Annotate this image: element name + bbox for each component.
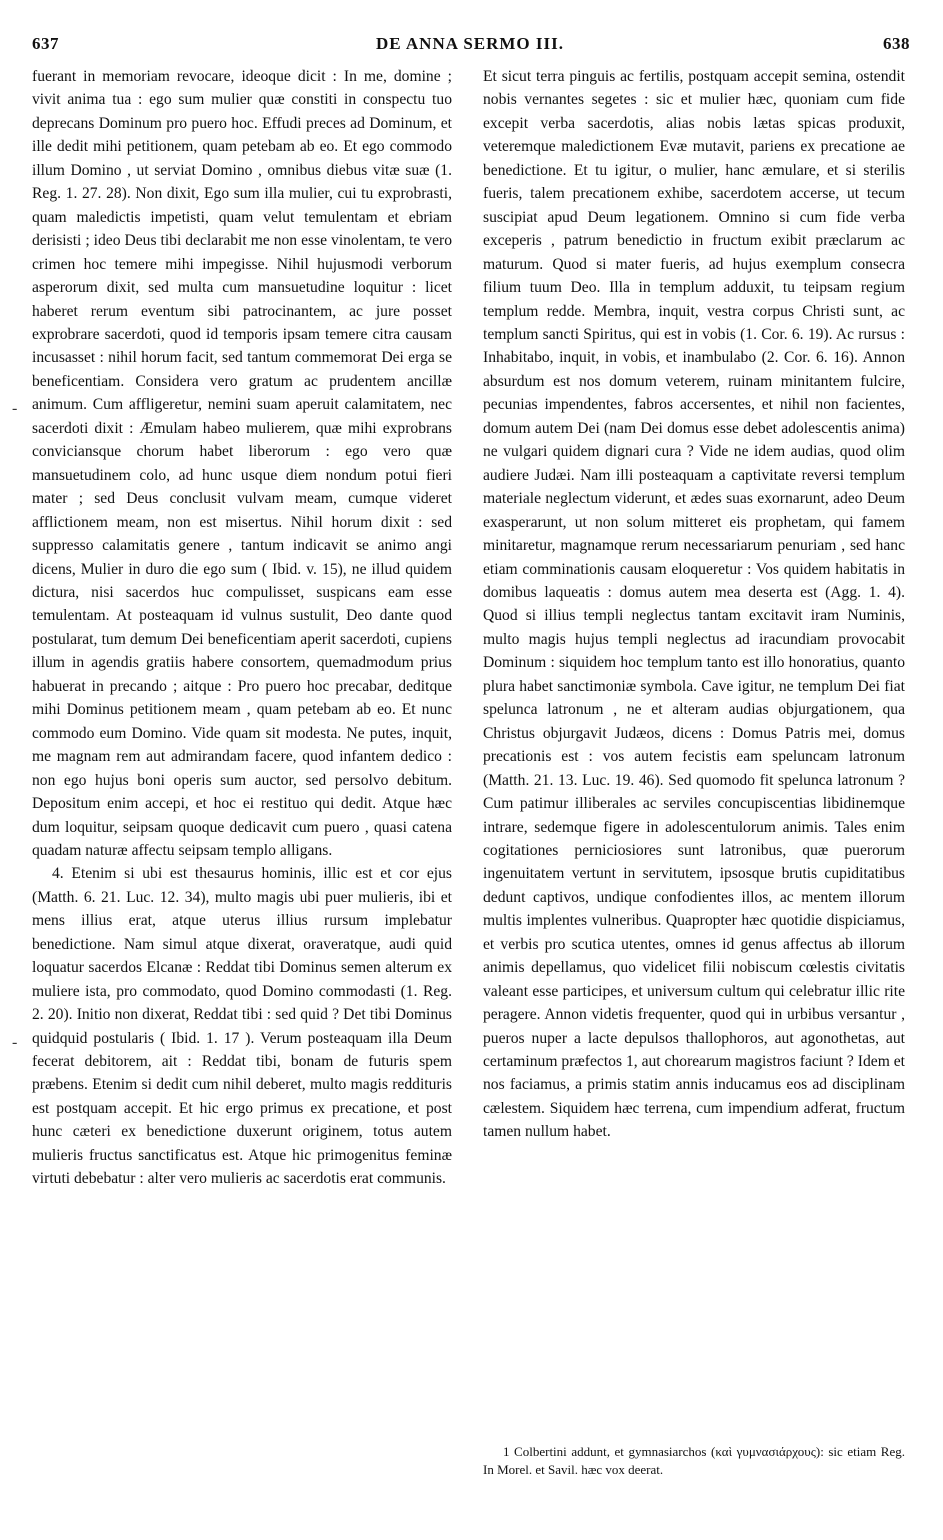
footnote-text: 1 Colbertini addunt, et gymnasiarchos (καὶ γυμνασιάρχους): sic etiam Reg. In Morel. et Savil. hæc vox deerat. [483,1444,905,1477]
margin-mark: - [12,1034,18,1051]
page-number-left: 637 [32,34,59,53]
paragraph: fuerant in memoriam revocare, ideoque dicit : In me, domine ; vivit anima tua : ego sum mulier quæ constiti in conspectu tuo deprecans Dominum pro puero hoc. Effudi preces ad Dominum, et ille dedit mihi petitionem, quam petebam ab eo. Et ego commodo illum Domino , ut serviat Domino , omnibus diebus vitæ suæ (1. Reg. 1. 27. 28). Non dixit, Ego sum illa mulier, cui tu exprobrasti, quam maledictis impetisti, quam velut temulentam et ebriam derisisti ; ideo Deus tibi declarabit me non esse vinolentam, te vero crimen hoc temere mihi impegisse. Nihil hujusmodi verborum asperorum dixit, sed multa cum mansuetudine loquitur : licet haberet rerum eventum sibi patrocinantem, ac jure posset exprobrare sacerdoti, quod id temporis ipsam temere citra causam incusasset : nihil horum facit, sed tantum commemorat Dei erga se beneficentiam. Considera vero gratum ac prudentem ancillæ animum. Cum affligeretur, nemini suam aperuit calamitatem, nec sacerdoti dixit : Æmulam habeo mulierem, quæ mihi exprobrans conviciansque chorum habet liberorum : ego vero quæ mansuetudinem colo, ad hunc usque diem nondum potui fieri mater ; sed Deus conclusit vulvam meam, cumque videret afflictionem meam, non est misertus. Nihil horum dixit : sed suppresso calamitatis genere , tantum indicavit se animo angi dicens, Mulier in duro die ego sum ( Ibid. v. 15), ne illud quidem dictura, nisi sacerdos huc compulisset, suspicans eam esse temulentam. At posteaquam id vulnus sustulit, Deo dante quod postularat, tum demum Dei beneficentiam aperit sacerdoti, cupiens illum in agendis gratiis habere consortem, quemadmodum prius habuerat in precando ; aitque : Pro puero hoc precabar, deditque mihi Dominus petitionem meam , quam petebam ab eo. Et nunc commodo eum Domino. Vide quam sit modesta. Ne putes, inquit, me magnam rem aut admirandam facere, quod infantem dedico : non ego hujus boni operis sum auctor, sed persolvo debitum. Depositum enim accepi, et hoc ei restituo qui dedit. Atque hæc dum loquitur, seipsam quoque dedicavit cum puero , quasi catena quadam naturæ affectu seipsam templo alligans. [32,68,452,859]
page-number-right: 638 [883,34,910,53]
left-column [32,65,452,1191]
running-title: DE ANNA SERMO III. [375,34,565,53]
margin-mark: - [12,400,18,417]
right-column [483,65,905,1144]
footnote [483,1443,905,1479]
paragraph: Et sicut terra pinguis ac fertilis, postquam accepit semina, ostendit nobis vernantes segetes : sic et mulier hæc, quoniam cum fide excepit verba sacerdotis, alias nobis lætas spicas produxit, veteremque maledictionem Evæ mutavit, pariens ex precatione ae benedictione. Et tu igitur, o mulier, hanc æmulare, et si sterilis fueris, talem precationem exhibe, sacerdotem accerse, ut tecum suscipiat apud Deum legationem. Omnino si cum fide verba exceperis , patrum benedictio in fructum exibit præclarum ac maturum. Quod si mater fueris, ad hujus exemplum consecra filium tuum Deo. Illa in templum adduxit, tu teipsam regium templum redde. Membra, inquit, vestra corpus Christi sunt, ac templum sancti Spiritus, qui est in vobis (1. Cor. 6. 19). Ac rursus : Inhabitabo, inquit, in vobis, et inambulabo (2. Cor. 6. 16). Annon absurdum est nos domum veterem, ruinam minitantem fulcire, pecunias impendentes, fabros accersentes, et nihil non facientes, domum autem Dei (nam Dei domus esse debet adolescentis anima) ne vulgari quidem dignari cura ? Vide ne idem audias, quod olim audiere Judæi. Nam illi posteaquam a captivitate reversi templum materiale neglectum viderunt, et ædes suas exornarunt, adeo Deum exasperarunt, ut non solum mitteret eis prophetam, qui famem minitaretur, magnamque rerum necessariarum penuriam , sed hanc etiam comminationis causam eloqueretur : Vos quidem habitatis in domibus laqueatis : domus autem mea deserta est (Agg. 1. 4). Quod si illius templi neglectus tantam excitavit iram Numinis, multo magis hujus templi neglectus ad iracundiam provocabit Dominum : siquidem hoc templum tanto est illo honoratius, quanto plura habet sanctimoniæ symbola. Cave igitur, ne templum Dei fiat spelunca latronum , ne et alteram audias objurgationem, qua Christus objurgavit Judæos, dicens : Domus Patris mei, domus precationis est : vos autem fecistis eam speluncam latronum (Matth. 21. 13. Luc. 19. 46). Sed quomodo fit spelunca latronum ? Cum patimur illiberales ac serviles concupiscentias libidinemque intrare, sedemque figere in adolescentulorum animis. Tales enim cogitationes perniciosiores sunt latronibus, quæ puerorum ingenuitatem vertunt in servitutem, ipsosque brutis cupiditatibus dedunt captivos, undique confodientes illos, ac mentem illorum multis implentes vulneribus. Quapropter hæc quotidie dispiciamus, et verbis pro scutica utentes, omnes id genus affectus ab illorum animis depellamus, quo videlicet filii nobiscum cœlestis civitatis valeant esse participes, et universum cultum qui celebratur illic rite peragere. Annon videtis frequenter, quod qui in urbibus versantur , pueros nuper a lacte depulsos thallophoros, aut agonothetas, aut certaminum præfectos 1, aut chorearum magistros faciunt ? Idem et nos faciamus, a primis statim annis inducamus eos ad disciplinam cælestem. Siquidem hæc terrena, cum impendium adferat, fructum tamen nullum habet. [483,68,905,1141]
paragraph: 4. Etenim si ubi est thesaurus hominis, illic est et cor ejus (Matth. 6. 21. Luc. 12. 34), multo magis ubi puer mulieris, ibi et mens illius erat, atque uterus illius rursum implebatur benedictione. Nam simul atque dixerat, oraveratque, audi quid loquatur sacerdos Elcanæ : Reddat tibi Dominus semen alterum ex muliere ista, pro commodato, quod Domino commodasti (1. Reg. 2. 20). Initio non dixerat, Reddat tibi : sed quid ? Det tibi Dominus quidquid postularis ( Ibid. 1. 17 ). Verum posteaquam illa Deum fecerat debitorem, ait : Reddat tibi, bonam de futuris spem præbens. Etenim si dedit cum nihil deberet, multo magis reddituris est postquam accepit. Et hic ergo primus ex precatione, et post hunc cæteri ex benedictione duxerunt originem, totus autem mulieris fructus sanctificatus est. Atque hic primogenitus feminæ virtuti debebatur : alter vero mulieris ac sacerdotis erat communis. [32,865,452,1188]
running-header [30,34,910,60]
